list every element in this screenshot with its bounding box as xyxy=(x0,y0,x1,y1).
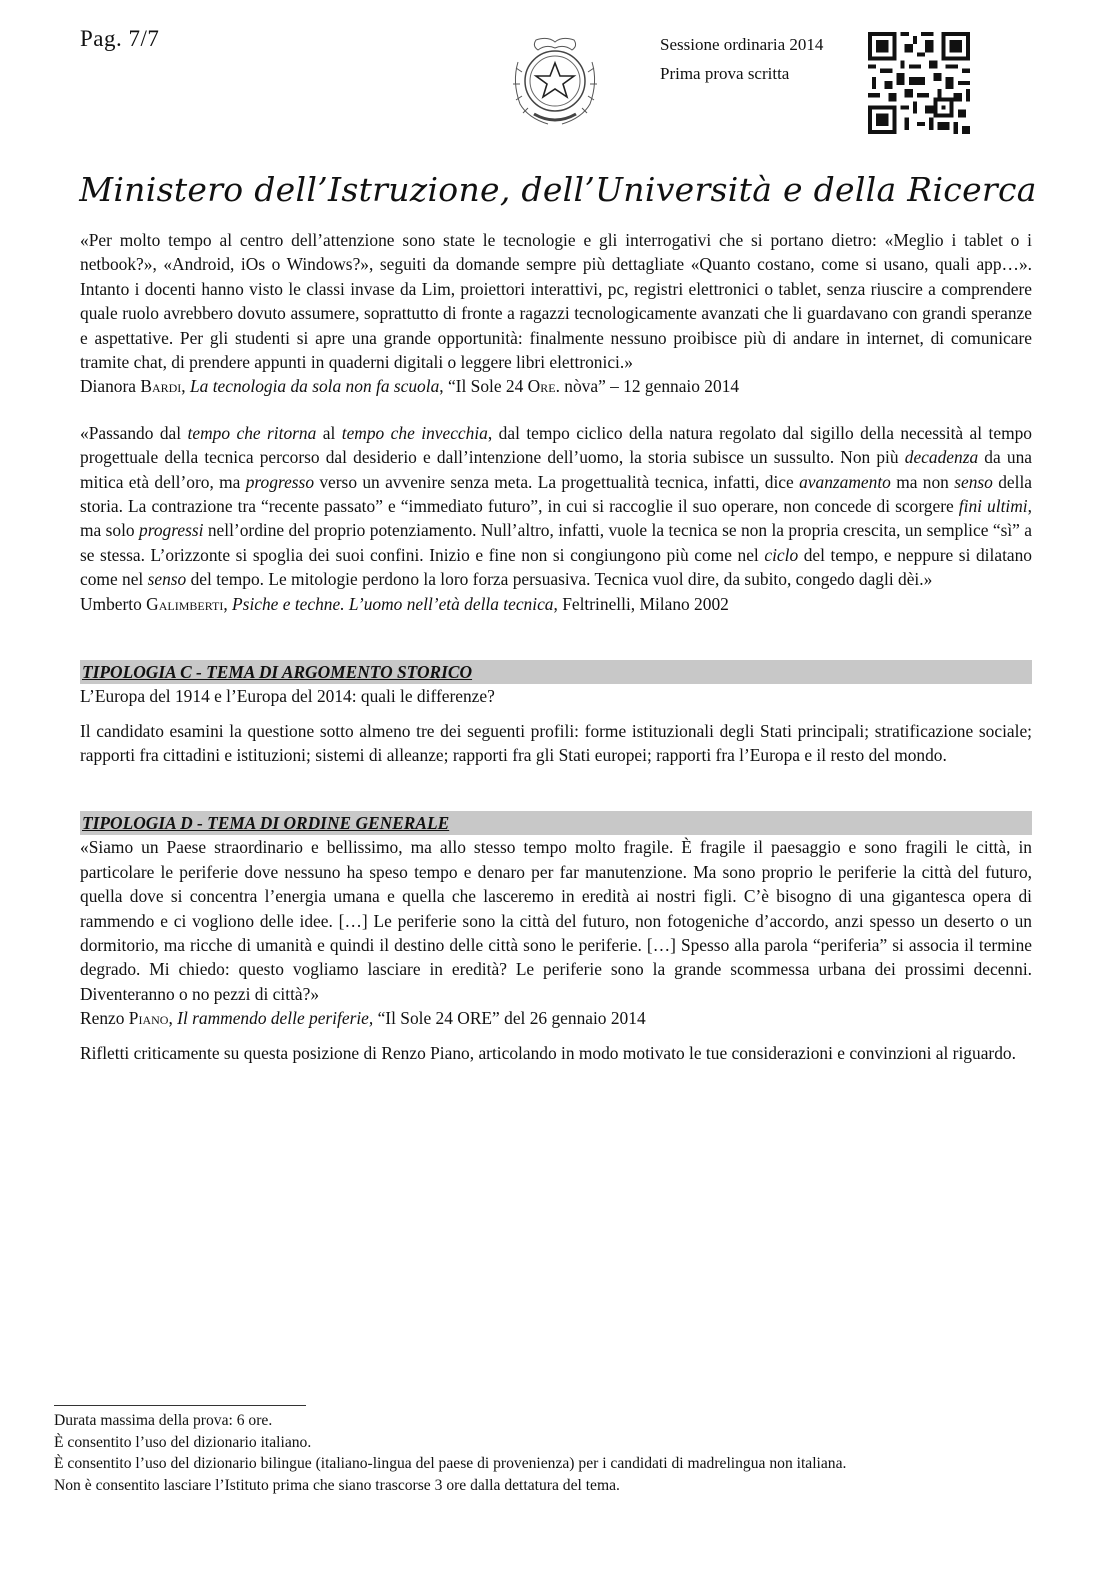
section-heading-c: TIPOLOGIA C - TEMA DI ARGOMENTO STORICO xyxy=(80,660,1032,684)
quote-galimberti: «Passando dal tempo che ritorna al tempo che invecchia, dal tempo ciclico della natura regolato dal sigillo della necessità al tempo progettuale della tecnica percorso dal desiderio e dall’intenzione dell’uomo, la storia subisce un sussulto. Non più decadenza da una mitica età dell’oro, ma progresso verso un avvenire senza meta. La progettualità tecnica, infatti, dice avanzamento ma non senso della storia. La contrazione tra “recente passato” e “immediato futuro”, in cui si raccoglie il suo operare, non concede di scorgere fini ultimi, ma solo progressi nell’ordine del proprio potenziamento. Null’altro, infatti, vuole la tecnica se non la propria crescita, un semplice “sì” a se stessa. L’orizzonte si spoglia dei suoi confini. Inizio e fine non si congiungono più come nel ciclo del tempo, e neppure si dilatano come nel senso del tempo. Le mitologie perdono la loro forza persuasiva. Tecnica vuol dire, da subito, congedo dagli dèi.» xyxy=(80,422,1033,590)
section-c-question: L’Europa del 1914 e l’Europa del 2014: quali le differenze? xyxy=(80,686,495,707)
quote-renzo-piano: «Siamo un Paese straordinario e bellissimo, ma allo stesso tempo molto fragile. È fragile il paesaggio e sono fragili le città, in particolare le periferie dove nessuno ha speso tempo e denaro per far manutenzione. Ma sono proprio le periferie la città del futuro, quella dove si concentra l’energia umana e quella che lasceremo in eredità ai nostri figli. C’è bisogno di una gigantesca opera di rammendo e ci vogliono delle idee. […] Le periferie sono la città del futuro, non fotogeniche d’accordo, anzi spesso un deserto o un dormitorio, ma ricche di umanità e quindi il destino delle città sono le periferie. […] Spesso alla parola “periferia” si associa il termine degrado. Mi chiedo: questo vogliamo lasciare in eredità? Le periferie sono la grande scommessa urbana dei prossimi decenni. Diventeranno o no pezzi di città?» xyxy=(80,837,1032,1004)
qr-code-icon xyxy=(866,32,972,134)
citation-bardi: Dianora Bardi, La tecnologia da sola non fa scuola, “Il Sole 24 Ore. nòva” – 12 gennaio 2014 xyxy=(80,376,740,397)
section-c-instructions: Il candidato esamini la questione sotto almeno tre dei seguenti profili: forme istituzionali degli Stati principali; stratificazione sociale; rapporti fra cittadini e istituzioni; sistemi di alleanze; rapporti fra gli Stati europei; rapporti fra l’Europa e il resto del mondo. xyxy=(80,720,1032,765)
section-heading-d: TIPOLOGIA D - TEMA DI ORDINE GENERALE xyxy=(80,811,1032,835)
footnote-minimum-time: Non è consentito lasciare l’Istituto prima che siano trascorse 3 ore dalla dettatura del tema. xyxy=(54,1476,620,1494)
citation-galimberti: Umberto Galimberti, Psiche e techne. L’uomo nell’età della tecnica, Feltrinelli, Milano 2002 xyxy=(80,593,729,614)
session-info xyxy=(660,30,823,88)
footnote-bilingual-dictionary: È consentito l’uso del dizionario bilingue (italiano-lingua del paese di provenienza) per i candidati di madrelingua non italiana. xyxy=(54,1455,847,1473)
page-number: Pag. 7/7 xyxy=(80,26,160,51)
section-d-instructions: Rifletti criticamente su questa posizione di Renzo Piano, articolando in modo motivato le tue considerazioni e convinzioni al riguardo. xyxy=(80,1042,1016,1063)
quote-tablet-technology: «Per molto tempo al centro dell’attenzione sono state le tecnologie e gli interrogativi che si portano dietro: «Meglio i tablet o i netbook?», «Android, iOs o Windows?», seguiti da domande sempre più dettagliate «Quanto costano, come si usano, quali app…». Intanto i docenti hanno visto le classi invase da Lim, proiettori interattivi, pc, registri elettronici o tablet, senza riuscire a comprendere quale ruolo avrebbero dovuto assumere, soprattutto di fronte a ragazzi tecnologicamente avanzati che li guardavano con grandi speranze e aspettative. Per gli studenti si apre una grande opportunità: finalmente nessuno proibisce più di andare in internet, di comunicare tramite chat, di prendere appunti in quaderni digitali o leggere libri elettronici.» xyxy=(80,230,1032,373)
footnotes xyxy=(54,1410,1054,1496)
exam-label: Prima prova scritta xyxy=(660,64,790,83)
footnote-divider xyxy=(54,1405,306,1406)
italian-republic-emblem-icon xyxy=(508,32,602,130)
document-body xyxy=(80,228,1032,1065)
footnote-duration: Durata massima della prova: 6 ore. xyxy=(54,1412,273,1429)
citation-piano: Renzo Piano, Il rammendo delle periferie, “Il Sole 24 ORE” del 26 gennaio 2014 xyxy=(80,1008,646,1029)
ministry-title: Ministero dell’Istruzione, dell’Università e della Ricerca xyxy=(79,170,1037,209)
session-label: Sessione ordinaria 2014 xyxy=(660,35,824,54)
footnote-dictionary: È consentito l’uso del dizionario italiano. xyxy=(54,1433,312,1451)
